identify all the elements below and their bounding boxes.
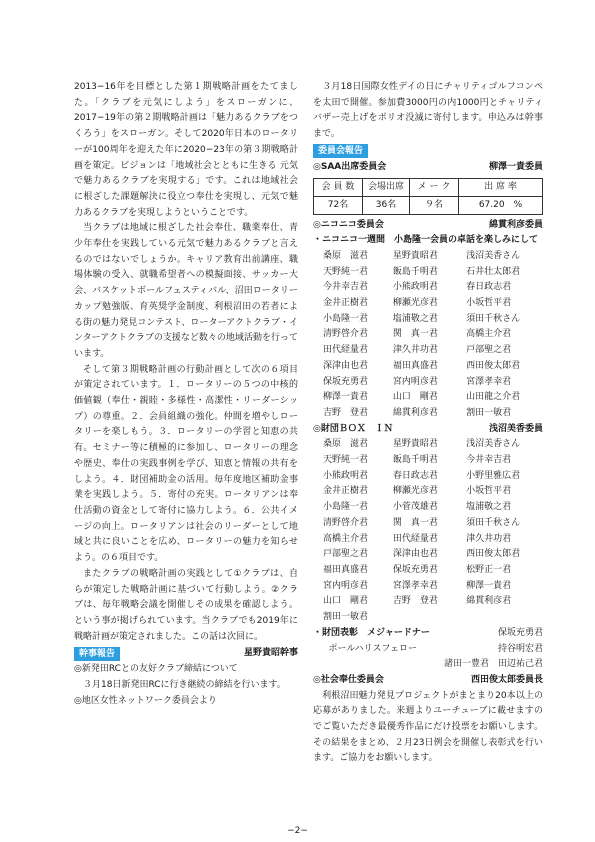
member-name: 石井壮太郎君 [466,266,521,277]
member-name: 浅沼美香さん [466,439,521,450]
attendance-header: 会 員 数 [314,178,363,196]
member-name: 関 真一君 [392,329,438,340]
member-name: 関 真一君 [392,517,438,528]
committee-report-header [313,143,543,160]
member-name: 津久井功君 [466,533,512,544]
committee-name: ◎社会奉仕委員会 [313,674,384,685]
kanji-item: ◎地区女性ネットワーク委員会より [74,695,217,706]
niko-subheading: ・ニコニコ一週間 小島隆一会員の卓話を楽しみにして [313,235,539,246]
award-name: 諸田一豊君 田辺祐己君 [443,659,543,670]
left-column [74,80,298,709]
member-name: 深津由也君 [392,549,438,560]
member-name: 塩浦敬之君 [466,502,512,513]
award-name: 持谷明宏君 [497,643,543,654]
member-name: 柳瀬光彦君 [392,486,438,497]
member-name: 清野啓介君 [323,517,369,528]
kanji-report-header [74,645,298,662]
member-name: 春日政志君 [392,470,438,481]
member-name: 小熊政明君 [323,470,369,481]
member-name: 割田一敏君 [466,407,512,418]
member-name: 小坂哲平君 [466,298,512,309]
paragraph: 当クラブは地域に根ざした社会奉仕、職業奉仕、青少年奉仕を実践している元気で魅力あるクラブと言えるのではないでしょうか。キャリア教育出前講座、職場体験の受入、就職希望者への模擬面接、サッカー大会、バスケットボールフェスティバル、沼田ロータリーカップ勉強版、育英奨学金制度、利根沼田の若者による街の魅力発見コンテスト、ローターアクトクラブ・インターアクトクラブの支援など数々の地域活動を行っています。 [74,223,298,359]
member-name: 山口 剛君 [323,596,369,607]
foundation-award-row [313,642,543,658]
paragraph: ３月18日国際女性デイの日にチャリティゴルフコンペを太田で開催。参加費3000円の内1000円とチャリティバザー売上げをポリオ没滅に寄付します。申込みは幹事まで。 [313,82,543,140]
foundation-award-row [313,657,543,673]
member-name: 星野貴昭君 [392,439,438,450]
member-name: 深津由也君 [323,360,369,371]
committee-chair: 柳澤一貴委員 [488,161,543,172]
paragraph: 2013−16年を目標とした第１期戦略計画をたてました。「クラブを元気にしよう」をスローガンに、2017−19年の第２期戦略計画は「魅力あるクラブをつくろう」をスローガン。そして2020年日本のロータリーが100周年を迎えた年に2020−23年の第３期戦略計画を策定。ビジョンは「地域社会とともに生きる 元気で魅力あるクラブを実現する」です。これは地域社会に根ざした課題解決に役立つ奉仕を実現し、元気で魅力あるクラブを実現しようということです。 [74,82,298,218]
attendance-value: 67.20 % [459,196,543,214]
social-service-heading [313,673,543,689]
member-name: 福田真盛君 [323,564,369,575]
member-name: 飯島千明君 [392,455,438,466]
niko-committee-heading [313,218,543,234]
committee-chair: 浅沼美香委員 [488,423,543,434]
member-name: 綿貫利彦君 [392,407,438,418]
member-name: 戸部聖之君 [466,345,512,356]
member-name: 小島隆一君 [323,502,369,513]
paragraph: 利根沼田魅力発見プロジェクトがまとまり20本以上の応募がありました。来週よりユーチューブに載せますのでご覧いただき最優秀作品にだけ投票をお願いします。その結果をまとめ、２月23日例会を開催し表彰式を行います。ご協力をお願いします。 [313,690,543,764]
attendance-header: 会場出席 [363,178,410,196]
member-name: 保坂充勇君 [323,376,369,387]
paragraph: またクラブの戦略計画の実践として①クラブは、自らが策定した戦略計画に基づいて行動しよう。②クラブは、毎年戦略会議を開催しその成果を確認しよう。という事が掲げられています。当クラブでも2019年に戦略計画が策定されました。この話は次回に。 [74,568,298,642]
member-name: 柳瀬光彦君 [392,298,438,309]
member-name: 星野貴昭君 [392,250,438,261]
award-name: 保坂充勇君 [497,627,543,638]
foundation-award-row [313,626,543,642]
kanji-item: ◎新発田RCとの友好クラブ締結について [74,664,238,675]
award-label: ・財団表彰 メジャードナー [313,627,430,638]
member-name: 桑原 滋君 [323,439,369,450]
member-name: 山田龍之介君 [466,392,521,403]
foundation-box-name-list [323,437,543,625]
attendance-table [313,178,543,215]
member-name: 小菅茂雄君 [392,502,438,513]
right-column [313,80,543,767]
member-name: 須田千秋さん [466,313,521,324]
member-name: 塩浦敬之君 [392,313,438,324]
member-name: 天野純一君 [323,266,369,277]
member-name: 保坂充勇君 [392,564,438,575]
foundation-box-heading [313,422,543,438]
member-name: 小熊政明君 [392,282,438,293]
attendance-header: メ ー ク [410,178,459,196]
niko-name-list [323,249,543,422]
member-name: 高橋主介君 [323,533,369,544]
member-name: 吉野 登君 [392,596,438,607]
member-name: 金井正樹君 [323,486,369,497]
member-name: 柳澤一貴君 [466,580,512,591]
member-name: 宮澤孝幸君 [392,580,438,591]
member-name: 戸部聖之君 [323,549,369,560]
member-name: 西田俊太郎君 [466,360,521,371]
member-name: 天野純一君 [323,455,369,466]
member-name: 春日政志君 [466,282,512,293]
member-name: 金井正樹君 [323,298,369,309]
committee-chair: 西田俊太郎委員長 [470,674,543,685]
attendance-value: ９名 [410,196,459,214]
member-name: 小野里雅広君 [466,470,521,481]
member-name: 津久井功君 [392,345,438,356]
page-number: −2− [287,826,308,836]
paragraph: そして第３期戦略計画の行動計画として次の６項目が策定されています。１．ロータリーの５つの中核的価値観（奉仕・親睦・多様性・高潔性・リーダーシップ）の尊重。２．会員組織の強化。仲間を増やしロータリーを楽しもう。３．ロータリーの学習と知恵の共有。セミナー等に積極的に参加し、ロータリーの理念や歴史、奉仕の実践事例を学び、知恵と情報の共有をしよう。４．財団補助金の活用。毎年度地区補助金事業を実践しよう。５．寄付の充実。ロータリアンは奉仕活動の資金として寄付に協力しよう。６．公共イメージの向上。ロータリアンは社会のリーダーとして地域と共に良いことを広め、ロータリーの魅力を知らせよう。の６項目です。 [74,364,298,564]
attendance-value: 36名 [363,196,410,214]
member-name: 清野啓介君 [323,329,369,340]
member-name: 小島隆一君 [323,313,369,324]
member-name: 今井幸吉君 [466,455,512,466]
committee-chair: 綿貫利彦委員 [488,219,543,230]
kanji-item: ３月18日新発田RCに行き継続の締結を行います。 [74,680,286,691]
committee-name: ◎ニコニコ委員会 [313,219,384,230]
member-name: 小坂哲平君 [466,486,512,497]
member-name: 桑原 滋君 [323,250,369,261]
member-name: 今井幸吉君 [323,282,369,293]
committee-name: ◎SAA出席委員会 [313,161,387,172]
member-name: 高橋主介君 [466,329,512,340]
award-role: ポールハリスフェロー [328,643,417,654]
committee-name: ◎財団ＢＯＸ ＩＮ [313,423,393,434]
saa-committee-heading [313,160,543,176]
member-name: 田代経量君 [392,533,438,544]
committee-report-badge: 委員会報告 [313,144,368,158]
kanji-report-badge: 幹事報告 [74,647,120,661]
member-name: 飯島千明君 [392,266,438,277]
member-name: 山口 剛君 [392,392,438,403]
member-name: 吉野 登君 [323,407,369,418]
member-name: 柳澤一貴君 [323,392,369,403]
member-name: 宮澤孝幸君 [466,376,512,387]
member-name: 福田真盛君 [392,360,438,371]
member-name: 須田千秋さん [466,517,521,528]
member-name: 浅沼美香さん [466,250,521,261]
kanji-reporter: 星野貴昭幹事 [243,647,298,658]
member-name: 割田一敏君 [323,612,369,623]
attendance-header: 出 席 率 [459,178,543,196]
member-name: 松野正一君 [466,564,512,575]
member-name: 宮内明彦君 [392,376,438,387]
member-name: 綿貫利彦君 [466,596,512,607]
member-name: 西田俊太郎君 [466,549,521,560]
member-name: 田代経量君 [323,345,369,356]
attendance-value: 72名 [314,196,363,214]
member-name: 宮内明彦君 [323,580,369,591]
